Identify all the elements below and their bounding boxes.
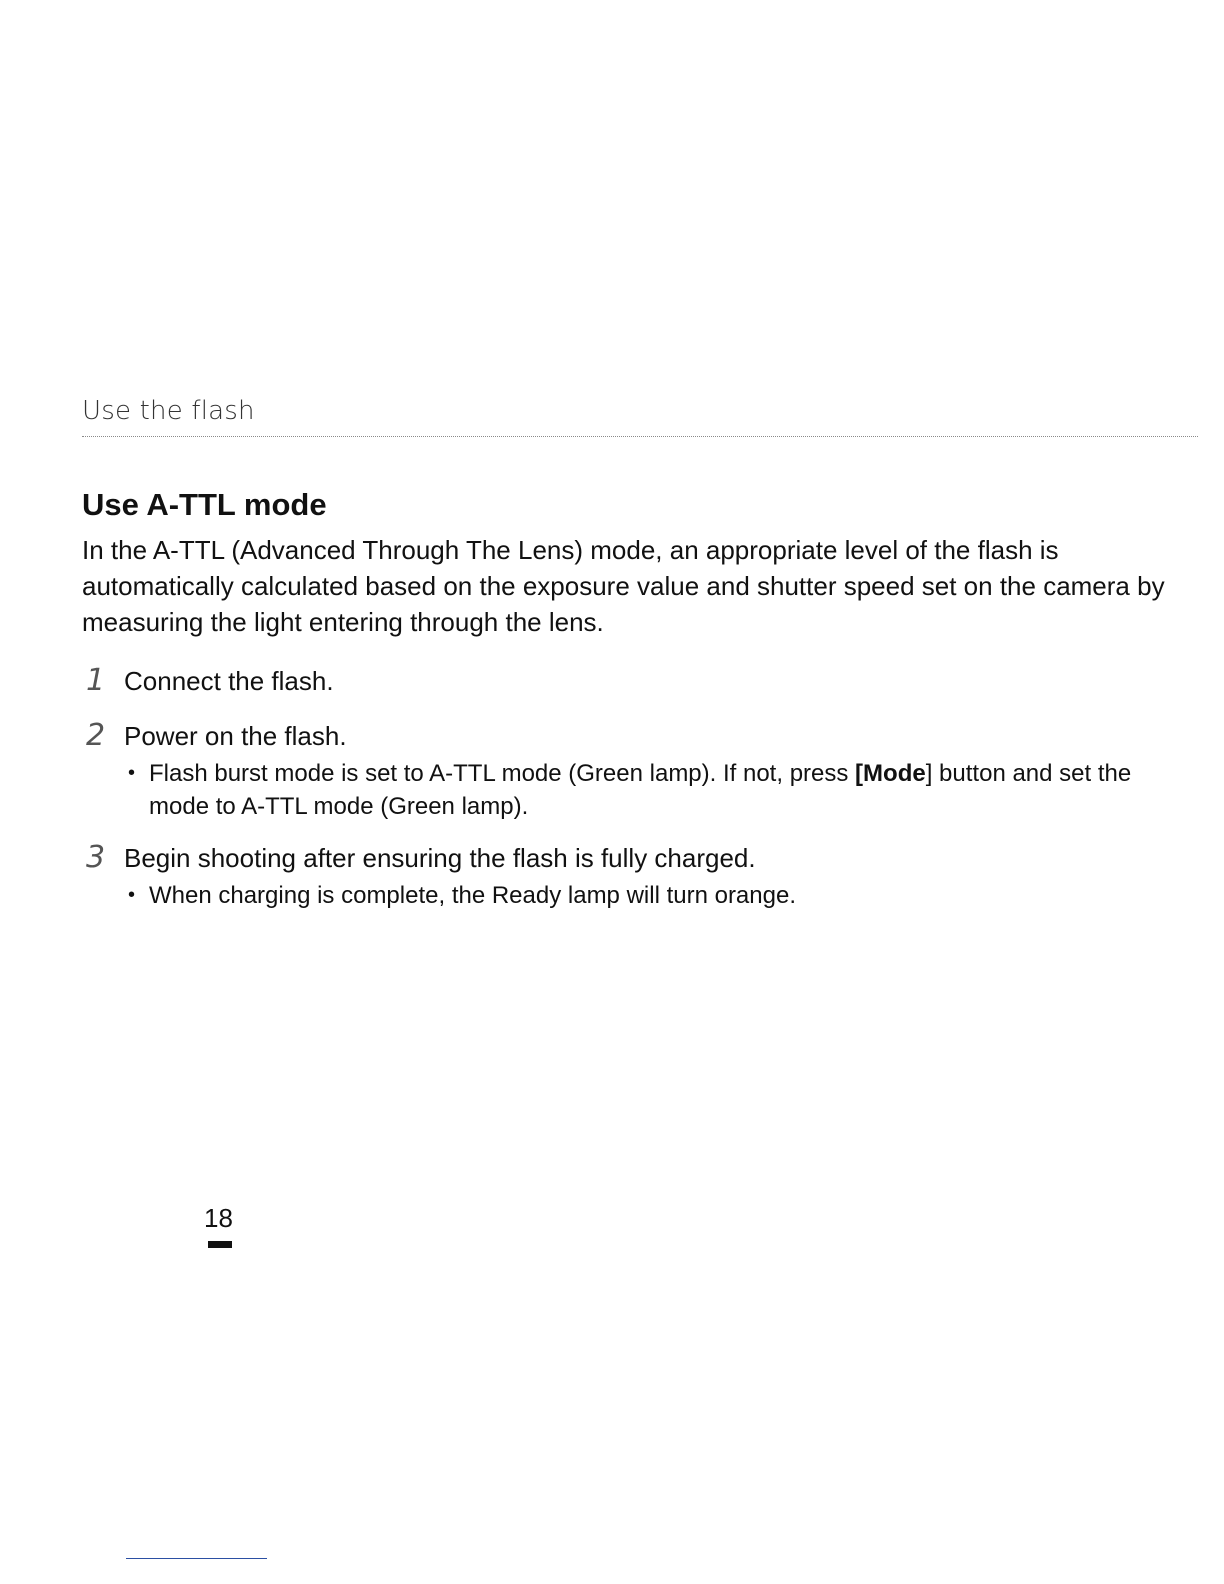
step-text: Connect the flash.	[124, 666, 334, 696]
page-title: Use A-TTL mode	[82, 487, 327, 522]
section-header: Use the flash	[82, 396, 255, 426]
step-3-bullet	[128, 879, 1188, 912]
step-2	[82, 718, 347, 753]
step-number: 1	[86, 663, 106, 698]
step-text: Begin shooting after ensuring the flash is fully charged.	[124, 843, 756, 873]
bullet-text-part: button and set the mode to A-TTL mode (Green lamp).	[149, 760, 1132, 820]
page-number: 18	[204, 1203, 233, 1233]
bullet-text	[149, 757, 1188, 823]
step-2-bullet	[128, 757, 1188, 823]
step-text: Power on the flash.	[124, 721, 347, 751]
bracket-close: ]	[925, 760, 933, 787]
intro-paragraph: In the A-TTL (Advanced Through The Lens) mode, an appropriate level of the flash is automatically calculated based on the exposure value and shutter speed set on the camera by measuring the light entering through the lens.	[82, 535, 1165, 637]
step-3	[82, 840, 756, 875]
step-1	[82, 663, 334, 698]
page-marker-bar	[208, 1241, 232, 1248]
bullet-icon: •	[128, 762, 136, 784]
step-number: 2	[86, 718, 106, 753]
bullet-icon: •	[128, 884, 136, 906]
step-number: 3	[86, 840, 106, 875]
bullet-text-part: Flash burst mode is set to A-TTL mode (Green lamp). If not, press	[149, 760, 856, 787]
section-divider	[82, 436, 1198, 437]
footer-line	[126, 1558, 267, 1559]
mode-button-label: Mode	[863, 760, 926, 787]
bullet-text: When charging is complete, the Ready lamp will turn orange.	[149, 882, 796, 909]
bracket-open: [	[855, 760, 864, 787]
